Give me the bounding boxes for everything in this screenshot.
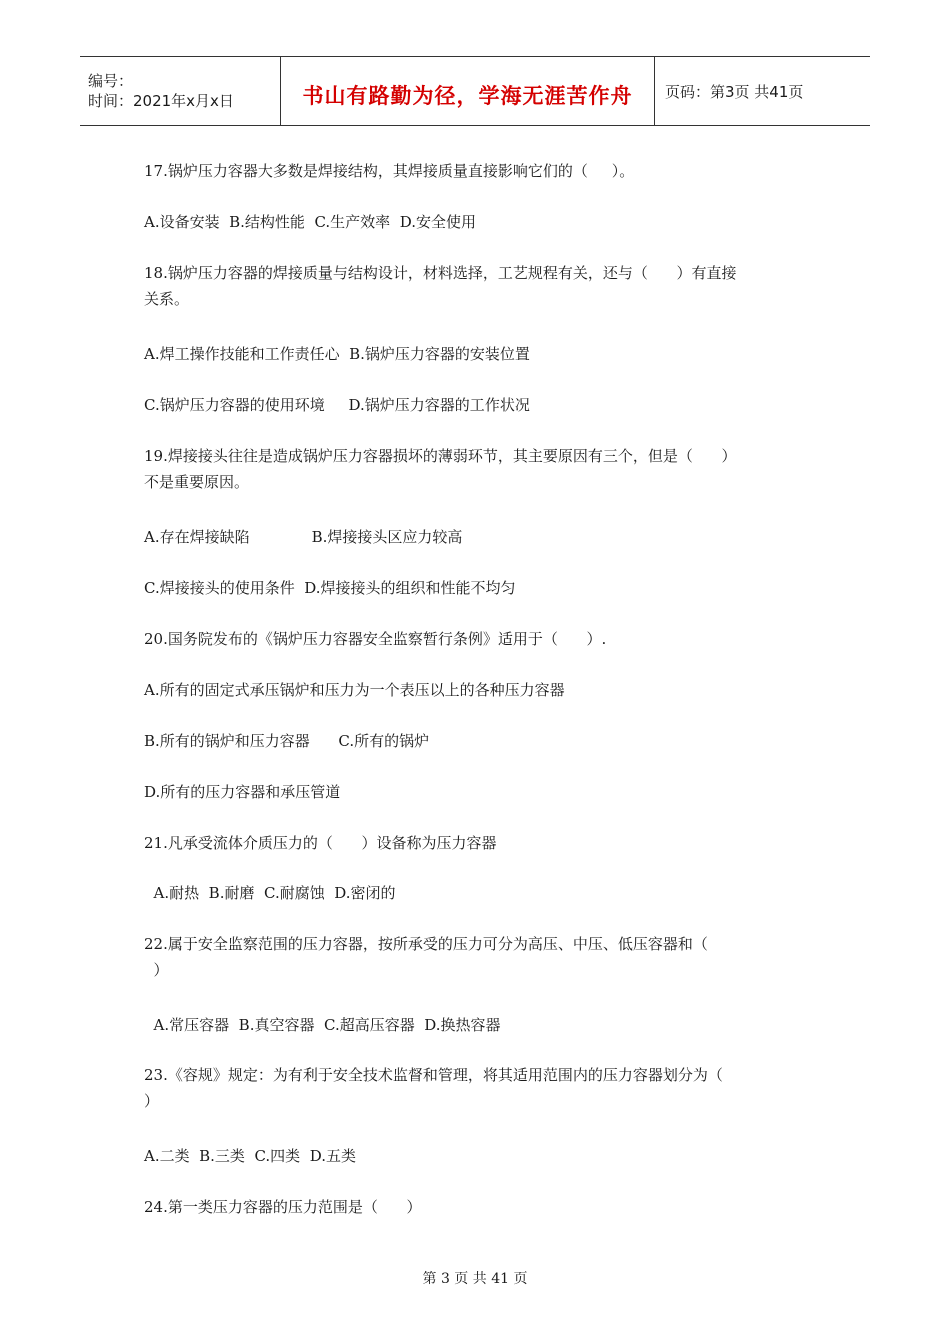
question-paragraph [144,260,736,312]
text-line: ） [144,1092,160,1110]
header-page-info [655,57,870,125]
text-line: A.存在焊接缺陷 B.焊接接头区应力较高 [144,528,463,546]
text-line: 23.《容规》规定：为有利于安全技术监督和管理，将其适用范围内的压力容器划分为（ [144,1066,723,1084]
question-paragraph [144,1143,356,1169]
text-line: 17.锅炉压力容器大多数是焊接结构，其焊接质量直接影响它们的（ ）。 [144,162,635,180]
question-paragraph [144,575,516,601]
motto-text: 书山有路勤为径，学海无涯苦作舟 [302,84,633,108]
text-line: 21.凡承受流体介质压力的（ ）设备称为压力容器 [144,834,497,852]
header-motto-cell [281,57,655,125]
document-number-label: 编号： [88,72,134,90]
text-line: A.二类 B.三类 C.四类 D.五类 [144,1147,356,1165]
text-line: C.焊接接头的使用条件 D.焊接接头的组织和性能不均匀 [144,579,516,597]
text-line: C.锅炉压力容器的使用环境 D.锅炉压力容器的工作状况 [144,396,530,414]
question-paragraph [144,1194,421,1220]
page-number-info: 页码：第3页 共41页 [665,82,804,101]
text-line: A.焊工操作技能和工作责任心 B.锅炉压力容器的安装位置 [144,345,530,363]
question-paragraph [144,1062,723,1114]
text-line: 24.第一类压力容器的压力范围是（ ） [144,1198,422,1216]
text-line: 不是重要原因。 [144,473,250,491]
text-line: A.常压容器 B.真空容器 C.超高压容器 D.换热容器 [144,1016,501,1034]
question-paragraph [144,830,496,856]
text-line: 关系。 [144,290,190,308]
question-paragraph [144,931,708,983]
question-paragraph [144,158,634,184]
question-paragraph [144,392,530,418]
header-meta [80,57,281,125]
question-paragraph [144,209,476,235]
document-date: 时间：2021年x月x日 [88,92,234,110]
question-paragraph [144,626,606,652]
text-line: 18.锅炉压力容器的焊接质量与结构设计，材料选择，工艺规程有关，还与（ ）有直接 [144,264,737,282]
question-paragraph [144,728,429,754]
text-line: D.所有的压力容器和承压管道 [144,783,341,801]
text-line: 19.焊接接头往往是造成锅炉压力容器损坏的薄弱环节，其主要原因有三个，但是（ ） [144,447,737,465]
question-paragraph [144,341,530,367]
question-paragraph [144,880,396,906]
question-paragraph [144,443,736,495]
text-line: A.耐热 B.耐磨 C.耐腐蚀 D.密闭的 [144,884,396,902]
question-paragraph [144,779,340,805]
question-paragraph [144,677,565,703]
question-paragraph [144,524,462,550]
text-line: 20.国务院发布的《锅炉压力容器安全监察暂行条例》适用于（ ）. [144,630,607,648]
page-footer: 第 3 页 共 41 页 [422,1271,528,1287]
page-header [80,56,870,126]
text-line: ） [144,961,169,979]
text-line: A.设备安装 B.结构性能 C.生产效率 D.安全使用 [144,213,476,231]
text-line: 22.属于安全监察范围的压力容器，按所承受的压力可分为高压、中压、低压容器和（ [144,935,708,953]
question-paragraph [144,1012,501,1038]
text-line: B.所有的锅炉和压力容器 C.所有的锅炉 [144,732,430,750]
text-line: A.所有的固定式承压锅炉和压力为一个表压以上的各种压力容器 [144,681,565,699]
